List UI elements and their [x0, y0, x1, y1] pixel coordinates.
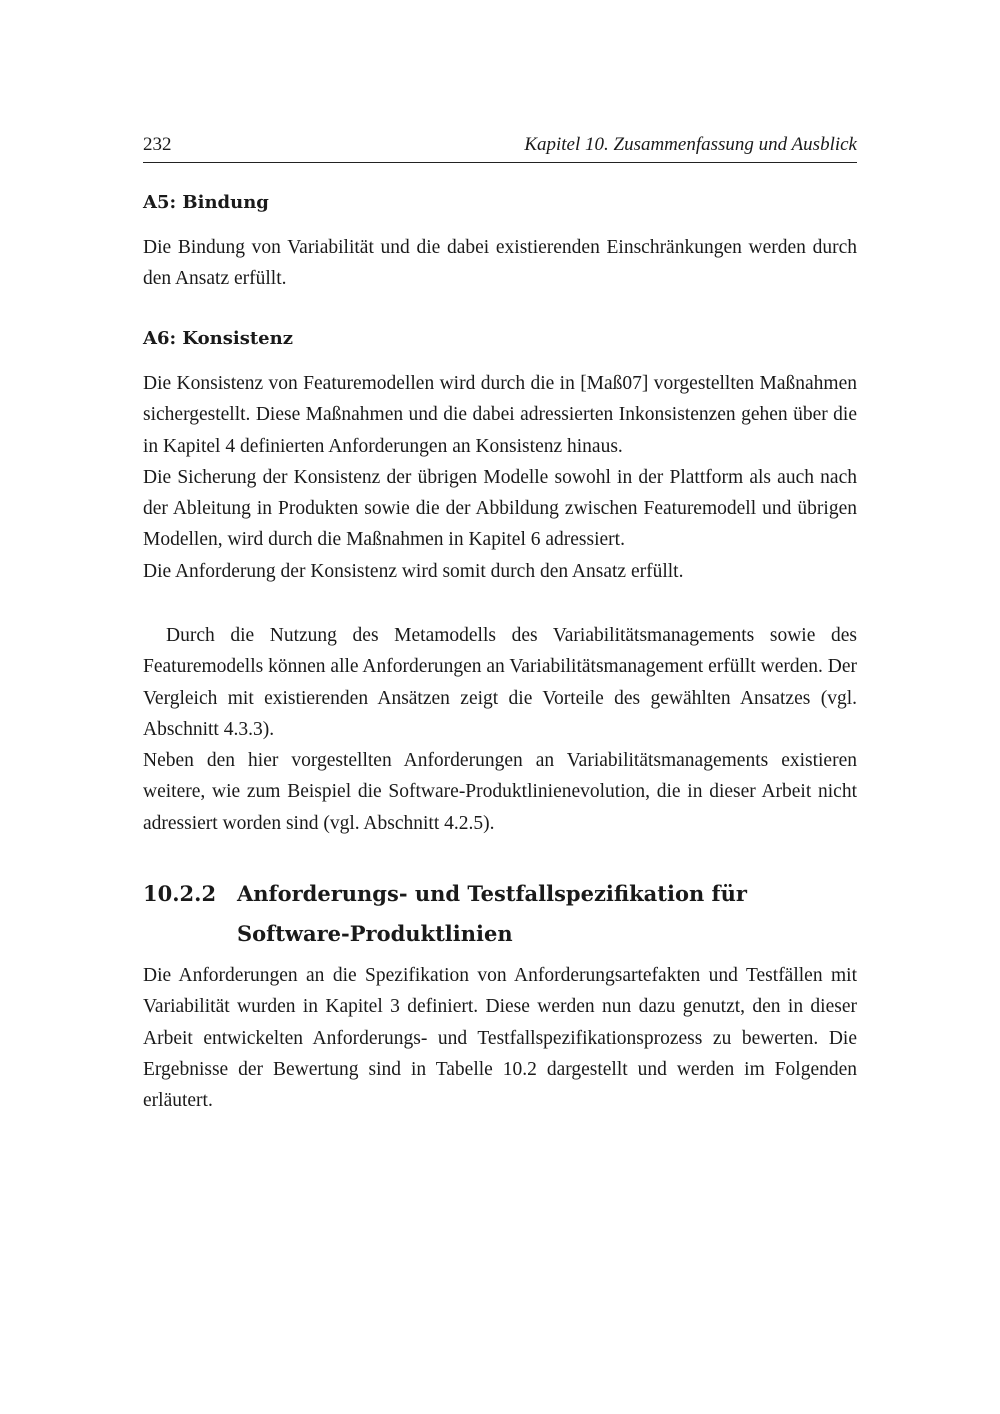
section-heading-10-2-2 — [143, 874, 857, 954]
summary-block — [143, 620, 857, 839]
paragraph-summary-2: Neben den hier vorgestellten Anforderungen an Variabilitätsmanagements existieren weitere, wie zum Beispiel die Software-Produktlinienevolution, die in dieser Arbeit nicht adressiert worden sind (vgl. Abschnitt 4.2.5). — [143, 750, 857, 834]
paragraph-a6-block — [143, 368, 857, 587]
paragraph-10-2-2-block — [143, 960, 857, 1116]
paragraph-a5: Die Bindung von Variabilität und die dabei existierenden Einschränkungen werden durch den Ansatz erfüllt. — [143, 237, 857, 290]
chapter-title: Kapitel 10. Zusammenfassung und Ausblick — [524, 134, 857, 155]
paragraph-a6-3: Die Anforderung der Konsistenz wird somit durch den Ansatz erfüllt. — [143, 560, 684, 582]
section-title: Anforderungs- und Testfallspezifikation für Software-Produktlinien — [237, 881, 747, 946]
section-number: 10.2.2 — [143, 881, 217, 906]
page-number: 232 — [143, 134, 172, 155]
heading-a5: A5: Bindung — [143, 192, 269, 213]
paragraph-a6-2: Die Sicherung der Konsistenz der übrigen Modelle sowohl in der Plattform als auch nach der Ableitung in Produkten sowie die der Abbildung zwischen Featuremodell und übrigen Modellen, wird durch die Maßnahmen in Kapitel 6 adressiert. — [143, 466, 857, 551]
paragraph-10-2-2: Die Anforderungen an die Spezifikation von Anforderungsartefakten und Testfällen mit Variabilität wurden in Kapitel 3 definiert. Diese werden nun dazu genutzt, den in dieser Arbeit entwickelten Anforderungs- und Testfallspezifikationsprozess zu bewerten. Die Ergebnisse der Bewertung sind in Tabelle 10.2 dargestellt und werden im Folgenden erläutert. — [143, 965, 857, 1112]
paragraph-a5-block — [143, 232, 857, 295]
heading-a6: A6: Konsistenz — [143, 328, 293, 349]
paragraph-summary-1: Durch die Nutzung des Metamodells des Variabilitätsmanagements sowie des Featuremodells können alle Anforderungen an Variabilitätsmanagement erfüllt werden. Der Vergleich mit existierenden Ansätzen zeigt die Vorteile des gewählten Ansatzes (vgl. Abschnitt 4.3.3). — [143, 625, 857, 740]
running-header — [143, 130, 857, 163]
paragraph-a6-1: Die Konsistenz von Featuremodellen wird durch die in [Maß07] vorgestellten Maßnahmen sichergestellt. Diese Maßnahmen und die dabei adressierten Inkonsistenzen gehen über die in Kapitel 4 definierten Anforderungen an Konsistenz hinaus. — [143, 373, 857, 457]
